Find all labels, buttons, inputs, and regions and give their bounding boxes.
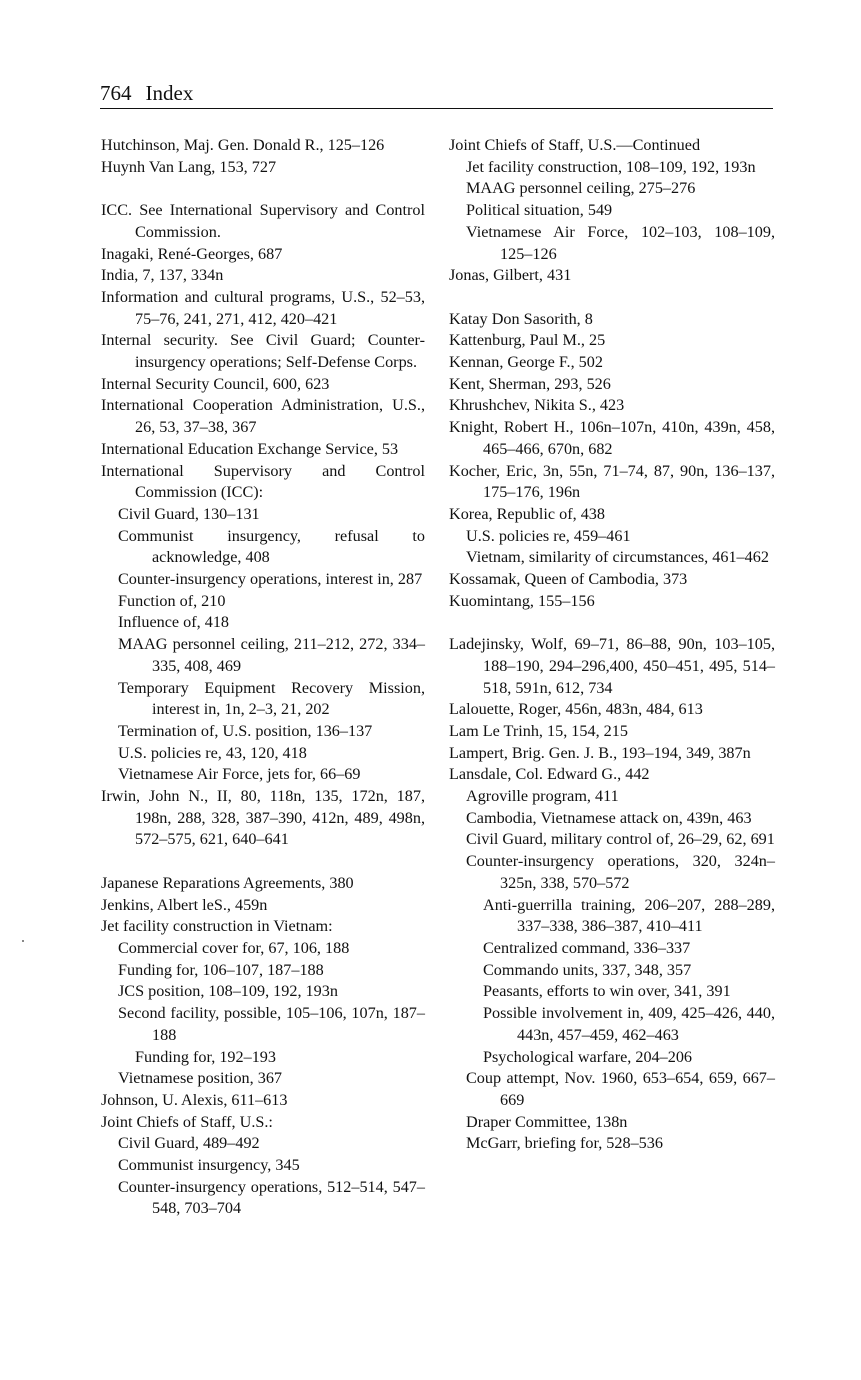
- index-column-right: [449, 135, 775, 1155]
- index-subentry: Centralized command, 336–337: [483, 938, 691, 957]
- index-entry: Ladejinsky, Wolf, 69–71, 86–88, 90n, 103–105, 188–190, 294–296,400, 450–451, 495, 514–518, 591n, 612, 734: [449, 635, 775, 697]
- index-entry: Kent, Sherman, 293, 526: [449, 374, 611, 393]
- index-subentry: Anti-guerrilla training, 206–207, 288–289, 337–338, 386–387, 410–411: [483, 895, 775, 936]
- index-subentry: Function of, 210: [118, 591, 226, 610]
- index-entry: Japanese Reparations Agreements, 380: [101, 873, 354, 892]
- index-subentry: McGarr, briefing for, 528–536: [466, 1134, 663, 1153]
- index-subentry: Counter-insurgency operations, 512–514, 547–548, 703–704: [118, 1177, 425, 1218]
- entry-gap: [101, 851, 425, 873]
- index-entry: Irwin, John N., II, 80, 118n, 135, 172n, 187, 198n, 288, 328, 387–390, 412n, 489, 498n, 572–575, 621, 640–641: [101, 787, 425, 849]
- index-entry: Kocher, Eric, 3n, 55n, 71–74, 87, 90n, 136–137, 175–176, 196n: [449, 461, 775, 502]
- entry-gap: [101, 178, 425, 200]
- index-subentry: MAAG personnel ceiling, 211–212, 272, 334–335, 408, 469: [118, 635, 425, 675]
- index-subentry: Vietnamese Air Force, jets for, 66–69: [118, 765, 361, 784]
- index-subentry: Funding for, 192–193: [135, 1047, 276, 1066]
- index-subentry: Civil Guard, 489–492: [118, 1134, 260, 1153]
- index-entry: Kattenburg, Paul M., 25: [449, 331, 606, 350]
- index-entry: Lansdale, Col. Edward G., 442: [449, 765, 650, 784]
- index-subentry: Termination of, U.S. position, 136–137: [118, 721, 373, 740]
- index-entry: Jenkins, Albert leS., 459n: [101, 895, 268, 914]
- index-subentry: Psychological warfare, 204–206: [483, 1047, 693, 1066]
- index-entry: Kuomintang, 155–156: [449, 591, 595, 610]
- index-subentry: Commercial cover for, 67, 106, 188: [118, 938, 350, 957]
- index-entry: International Education Exchange Service, 53: [101, 439, 399, 458]
- index-subentry: Agroville program, 411: [466, 787, 619, 806]
- scan-speck: [22, 940, 24, 942]
- index-entry: Khrushchev, Nikita S., 423: [449, 396, 625, 415]
- index-subentry: Civil Guard, 130–131: [118, 504, 260, 523]
- index-entry: Lalouette, Roger, 456n, 483n, 484, 613: [449, 700, 703, 719]
- index-subentry: Second facility, possible, 105–106, 107n, 187–188: [118, 1004, 425, 1044]
- index-subentry: Possible involvement in, 409, 425–426, 440, 443n, 457–459, 462–463: [483, 1004, 775, 1044]
- index-entry: International Supervisory and Control Commission (ICC):: [101, 461, 425, 502]
- index-entry: Information and cultural programs, U.S., 52–53, 75–76, 241, 271, 412, 420–421: [101, 287, 425, 328]
- index-subentry: Political situation, 549: [466, 201, 613, 220]
- index-entry: Hutchinson, Maj. Gen. Donald R., 125–126: [101, 136, 385, 154]
- index-subentry: Counter-insurgency operations, 320, 324n–325n, 338, 570–572: [466, 852, 775, 892]
- index-subentry: Civil Guard, military control of, 26–29, 62, 691: [466, 830, 775, 849]
- index-subentry: Draper Committee, 138n: [466, 1112, 628, 1131]
- page-number: 764: [100, 81, 132, 105]
- index-subentry: Jet facility construction, 108–109, 192, 193n: [466, 157, 756, 176]
- index-entry: Internal security. See Civil Guard; Counter-insurgency operations; Self-Defense Corps.: [101, 331, 425, 372]
- index-subentry: Vietnam, similarity of circumstances, 461–462: [466, 548, 769, 567]
- index-subentry: Coup attempt, Nov. 1960, 653–654, 659, 667–669: [466, 1069, 775, 1109]
- index-entry: Jonas, Gilbert, 431: [449, 266, 572, 285]
- index-entry: Joint Chiefs of Staff, U.S.:: [101, 1112, 273, 1131]
- index-subentry: U.S. policies re, 43, 120, 418: [118, 743, 307, 762]
- index-entry: Lam Le Trinh, 15, 154, 215: [449, 721, 628, 740]
- index-entry: Internal Security Council, 600, 623: [101, 374, 330, 393]
- index-subentry: JCS position, 108–109, 192, 193n: [118, 982, 338, 1001]
- index-entry: Joint Chiefs of Staff, U.S.—Continued: [449, 136, 701, 154]
- entry-gap: [449, 287, 775, 309]
- index-entry: ICC. See International Supervisory and Control Commission.: [101, 201, 425, 241]
- index-subentry: Vietnamese Air Force, 102–103, 108–109, 125–126: [466, 222, 775, 263]
- index-subentry: Funding for, 106–107, 187–188: [118, 960, 324, 979]
- index-entry: Inagaki, René-Georges, 687: [101, 244, 283, 263]
- index-subentry: Peasants, efforts to win over, 341, 391: [483, 982, 731, 1001]
- index-entry: Jet facility construction in Vietnam:: [101, 917, 333, 936]
- index-subentry: U.S. policies re, 459–461: [466, 526, 631, 545]
- entry-gap: [449, 612, 775, 634]
- index-subentry: Temporary Equipment Recovery Mission, interest in, 1n, 2–3, 21, 202: [118, 678, 425, 719]
- index-subentry: Communist insurgency, refusal to acknowledge, 408: [118, 526, 425, 567]
- index-entry: Johnson, U. Alexis, 611–613: [101, 1090, 288, 1109]
- index-entry: Lampert, Brig. Gen. J. B., 193–194, 349, 387n: [449, 743, 751, 762]
- index-subentry: Communist insurgency, 345: [118, 1156, 300, 1175]
- index-entry: Huynh Van Lang, 153, 727: [101, 157, 277, 176]
- section-title: Index: [145, 81, 194, 105]
- index-subentry: MAAG personnel ceiling, 275–276: [466, 179, 696, 198]
- index-subentry: Commando units, 337, 348, 357: [483, 960, 692, 979]
- index-entry: Korea, Republic of, 438: [449, 504, 605, 523]
- index-subentry: Cambodia, Vietnamese attack on, 439n, 463: [466, 808, 752, 827]
- index-column-left: [101, 135, 425, 1220]
- index-subentry: Vietnamese position, 367: [118, 1069, 283, 1088]
- index-entry: Kossamak, Queen of Cambodia, 373: [449, 570, 688, 589]
- index-entry: International Cooperation Administration, U.S., 26, 53, 37–38, 367: [101, 396, 425, 437]
- index-entry: Knight, Robert H., 106n–107n, 410n, 439n, 458, 465–466, 670n, 682: [449, 418, 775, 458]
- index-entry: India, 7, 137, 334n: [101, 266, 224, 285]
- index-entry: Kennan, George F., 502: [449, 353, 603, 372]
- page-header: [100, 80, 773, 109]
- index-subentry: Influence of, 418: [118, 613, 230, 632]
- index-entry: Katay Don Sasorith, 8: [449, 309, 593, 328]
- index-subentry: Counter-insurgency operations, interest in, 287: [118, 570, 423, 589]
